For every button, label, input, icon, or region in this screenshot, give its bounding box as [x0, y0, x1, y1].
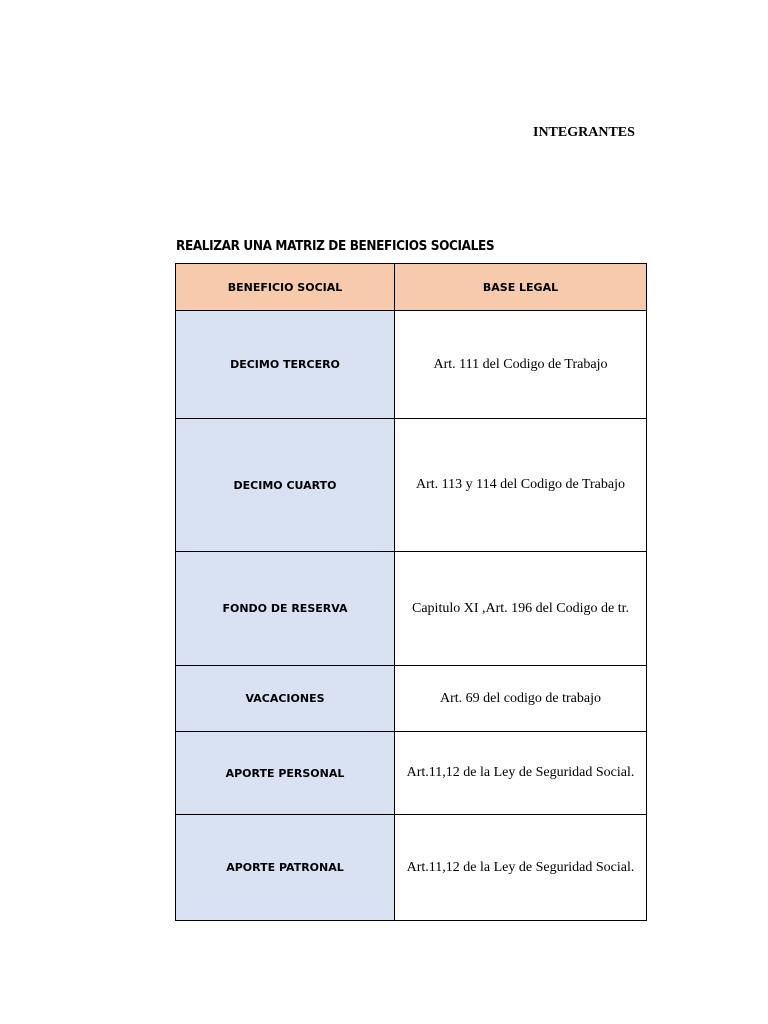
legal-base-cell: Art.11,12 de la Ley de Seguridad Social.: [395, 815, 647, 921]
legal-base-cell: Art. 111 del Codigo de Trabajo: [395, 311, 647, 419]
legal-base-cell: Art.11,12 de la Ley de Seguridad Social.: [395, 732, 647, 815]
legal-base-cell: Art. 69 del codigo de trabajo: [395, 666, 647, 732]
benefit-cell: DECIMO TERCERO: [176, 311, 395, 419]
benefit-cell: FONDO DE RESERVA: [176, 552, 395, 666]
benefits-matrix-table: [175, 263, 647, 921]
benefit-cell: DECIMO CUARTO: [176, 419, 395, 552]
table-row: [176, 815, 647, 921]
table-row: [176, 732, 647, 815]
table-row: [176, 419, 647, 552]
column-header-legal-base: BASE LEGAL: [395, 264, 647, 311]
benefit-cell: APORTE PATRONAL: [176, 815, 395, 921]
page-title: REALIZAR UNA MATRIZ DE BENEFICIOS SOCIALES: [176, 239, 495, 254]
integrantes-heading: INTEGRANTES: [533, 125, 635, 140]
legal-base-cell: Art. 113 y 114 del Codigo de Trabajo: [395, 419, 647, 552]
benefit-cell: APORTE PERSONAL: [176, 732, 395, 815]
table-row: [176, 311, 647, 419]
table-row: [176, 666, 647, 732]
table-header-row: [176, 264, 647, 311]
benefit-cell: VACACIONES: [176, 666, 395, 732]
legal-base-cell: Capitulo XI ,Art. 196 del Codigo de tr.: [395, 552, 647, 666]
column-header-benefit: BENEFICIO SOCIAL: [176, 264, 395, 311]
table-row: [176, 552, 647, 666]
